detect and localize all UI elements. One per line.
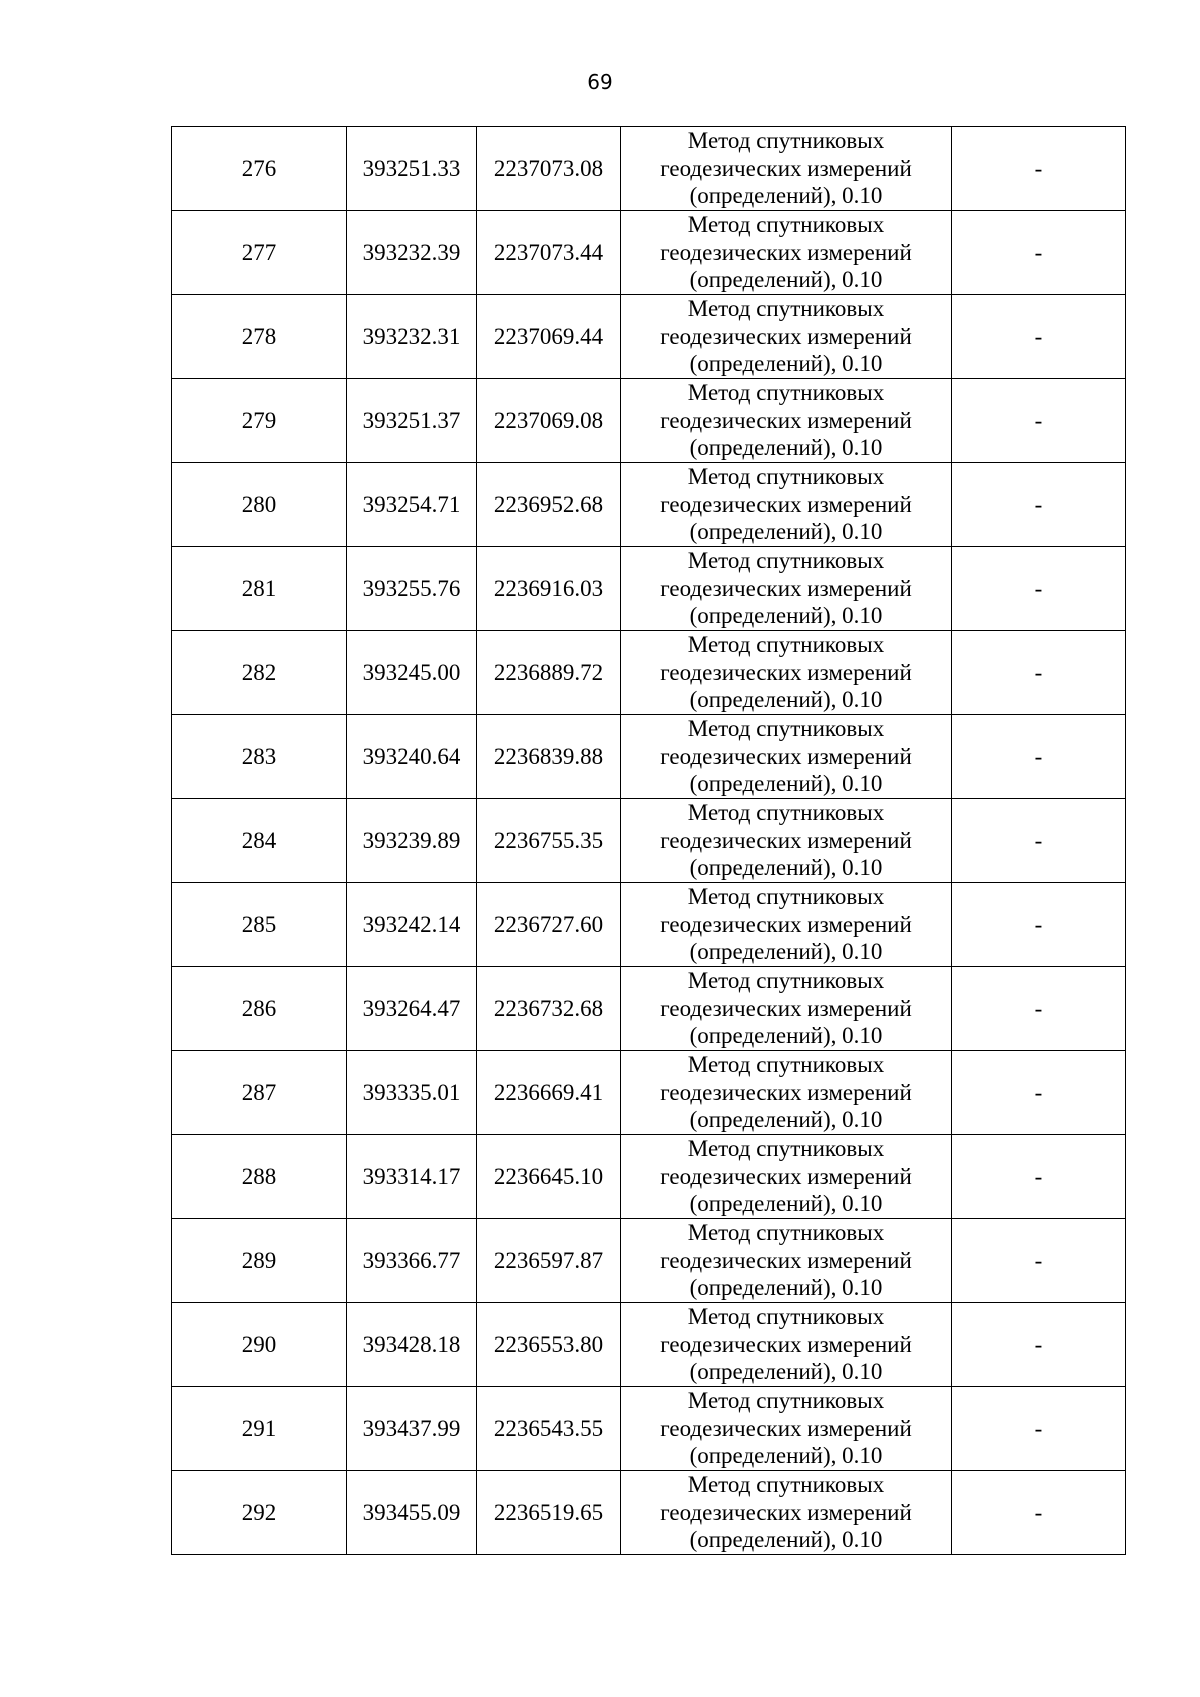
- method-text-line: Метод спутниковых: [687, 380, 885, 406]
- method-text-line: Метод спутниковых: [687, 716, 885, 742]
- table-row: [172, 715, 1126, 799]
- table-row: [172, 1471, 1126, 1555]
- method-text-line: геодезических измерений: [660, 1079, 912, 1105]
- method-text-line: геодезических измерений: [660, 827, 912, 853]
- y-coordinate-cell: 2236519.65: [477, 1471, 621, 1555]
- point-number-cell: 284: [172, 799, 347, 883]
- description-cell: -: [952, 967, 1126, 1051]
- x-coordinate-cell: 393242.14: [347, 883, 477, 967]
- method-text-line: Метод спутниковых: [687, 464, 885, 490]
- method-cell: [621, 967, 952, 1051]
- method-text-line: (определений), 0.10: [689, 687, 883, 713]
- y-coordinate-cell: 2236543.55: [477, 1387, 621, 1471]
- y-coordinate-cell: 2237073.44: [477, 211, 621, 295]
- method-text-line: (определений), 0.10: [689, 351, 883, 377]
- point-number-cell: 285: [172, 883, 347, 967]
- y-coordinate-cell: 2236553.80: [477, 1303, 621, 1387]
- method-text-line: Метод спутниковых: [687, 1472, 885, 1498]
- point-number-cell: 277: [172, 211, 347, 295]
- y-coordinate-cell: 2236597.87: [477, 1219, 621, 1303]
- method-text-line: (определений), 0.10: [689, 1191, 883, 1217]
- method-text-line: (определений), 0.10: [689, 183, 883, 209]
- description-cell: -: [952, 547, 1126, 631]
- table-row: [172, 1387, 1126, 1471]
- method-text-line: (определений), 0.10: [689, 603, 883, 629]
- description-cell: -: [952, 463, 1126, 547]
- method-text-line: (определений), 0.10: [689, 1275, 883, 1301]
- x-coordinate-cell: 393239.89: [347, 799, 477, 883]
- x-coordinate-cell: 393245.00: [347, 631, 477, 715]
- description-cell: -: [952, 1303, 1126, 1387]
- y-coordinate-cell: 2237073.08: [477, 127, 621, 211]
- x-coordinate-cell: 393240.64: [347, 715, 477, 799]
- point-number-cell: 290: [172, 1303, 347, 1387]
- table-body: [172, 127, 1126, 1555]
- method-text-line: Метод спутниковых: [687, 800, 885, 826]
- method-text-line: Метод спутниковых: [687, 884, 885, 910]
- description-cell: -: [952, 799, 1126, 883]
- description-cell: -: [952, 1135, 1126, 1219]
- point-number-cell: 286: [172, 967, 347, 1051]
- method-text-line: геодезических измерений: [660, 239, 912, 265]
- method-text-line: (определений), 0.10: [689, 1527, 883, 1553]
- y-coordinate-cell: 2237069.08: [477, 379, 621, 463]
- method-text-line: Метод спутниковых: [687, 212, 885, 238]
- table-row: [172, 631, 1126, 715]
- method-text-line: Метод спутниковых: [687, 548, 885, 574]
- method-text-line: (определений), 0.10: [689, 1443, 883, 1469]
- method-text-line: (определений), 0.10: [689, 435, 883, 461]
- table-row: [172, 379, 1126, 463]
- method-text-line: (определений), 0.10: [689, 1023, 883, 1049]
- table-row: [172, 547, 1126, 631]
- y-coordinate-cell: 2236732.68: [477, 967, 621, 1051]
- method-text-line: геодезических измерений: [660, 743, 912, 769]
- description-cell: -: [952, 1051, 1126, 1135]
- method-text-line: (определений), 0.10: [689, 267, 883, 293]
- description-cell: -: [952, 295, 1126, 379]
- method-text-line: геодезических измерений: [660, 995, 912, 1021]
- y-coordinate-cell: 2237069.44: [477, 295, 621, 379]
- point-number-cell: 282: [172, 631, 347, 715]
- x-coordinate-cell: 393455.09: [347, 1471, 477, 1555]
- method-cell: [621, 1303, 952, 1387]
- method-cell: [621, 211, 952, 295]
- method-cell: [621, 883, 952, 967]
- method-text-line: геодезических измерений: [660, 407, 912, 433]
- table-row: [172, 967, 1126, 1051]
- description-cell: -: [952, 1219, 1126, 1303]
- point-number-cell: 278: [172, 295, 347, 379]
- method-text-line: геодезических измерений: [660, 1247, 912, 1273]
- y-coordinate-cell: 2236727.60: [477, 883, 621, 967]
- description-cell: -: [952, 127, 1126, 211]
- x-coordinate-cell: 393335.01: [347, 1051, 477, 1135]
- x-coordinate-cell: 393437.99: [347, 1387, 477, 1471]
- description-cell: -: [952, 715, 1126, 799]
- description-cell: -: [952, 1387, 1126, 1471]
- method-text-line: (определений), 0.10: [689, 1359, 883, 1385]
- method-cell: [621, 1471, 952, 1555]
- point-number-cell: 289: [172, 1219, 347, 1303]
- y-coordinate-cell: 2236645.10: [477, 1135, 621, 1219]
- method-text-line: Метод спутниковых: [687, 128, 885, 154]
- method-cell: [621, 295, 952, 379]
- x-coordinate-cell: 393264.47: [347, 967, 477, 1051]
- method-text-line: геодезических измерений: [660, 155, 912, 181]
- page-number: 69: [587, 70, 613, 94]
- method-text-line: (определений), 0.10: [689, 771, 883, 797]
- table-row: [172, 211, 1126, 295]
- method-text-line: (определений), 0.10: [689, 1107, 883, 1133]
- method-text-line: геодезических измерений: [660, 1163, 912, 1189]
- method-text-line: (определений), 0.10: [689, 519, 883, 545]
- method-text-line: геодезических измерений: [660, 1499, 912, 1525]
- method-text-line: Метод спутниковых: [687, 632, 885, 658]
- method-text-line: геодезических измерений: [660, 659, 912, 685]
- method-cell: [621, 463, 952, 547]
- table-row: [172, 1303, 1126, 1387]
- x-coordinate-cell: 393255.76: [347, 547, 477, 631]
- table-row: [172, 127, 1126, 211]
- x-coordinate-cell: 393232.31: [347, 295, 477, 379]
- method-text-line: (определений), 0.10: [689, 855, 883, 881]
- method-cell: [621, 1387, 952, 1471]
- point-number-cell: 288: [172, 1135, 347, 1219]
- table-row: [172, 1219, 1126, 1303]
- method-text-line: Метод спутниковых: [687, 1304, 885, 1330]
- method-text-line: Метод спутниковых: [687, 296, 885, 322]
- x-coordinate-cell: 393314.17: [347, 1135, 477, 1219]
- method-text-line: Метод спутниковых: [687, 1220, 885, 1246]
- y-coordinate-cell: 2236839.88: [477, 715, 621, 799]
- y-coordinate-cell: 2236952.68: [477, 463, 621, 547]
- method-cell: [621, 799, 952, 883]
- coordinates-table: [171, 126, 1126, 1555]
- x-coordinate-cell: 393232.39: [347, 211, 477, 295]
- y-coordinate-cell: 2236669.41: [477, 1051, 621, 1135]
- method-text-line: геодезических измерений: [660, 491, 912, 517]
- y-coordinate-cell: 2236755.35: [477, 799, 621, 883]
- method-text-line: Метод спутниковых: [687, 1052, 885, 1078]
- method-cell: [621, 1051, 952, 1135]
- method-text-line: Метод спутниковых: [687, 968, 885, 994]
- point-number-cell: 281: [172, 547, 347, 631]
- x-coordinate-cell: 393251.33: [347, 127, 477, 211]
- x-coordinate-cell: 393251.37: [347, 379, 477, 463]
- method-text-line: геодезических измерений: [660, 1331, 912, 1357]
- point-number-cell: 291: [172, 1387, 347, 1471]
- method-text-line: геодезических измерений: [660, 323, 912, 349]
- x-coordinate-cell: 393428.18: [347, 1303, 477, 1387]
- point-number-cell: 287: [172, 1051, 347, 1135]
- method-text-line: (определений), 0.10: [689, 939, 883, 965]
- point-number-cell: 279: [172, 379, 347, 463]
- description-cell: -: [952, 211, 1126, 295]
- method-cell: [621, 631, 952, 715]
- table-row: [172, 1051, 1126, 1135]
- table-row: [172, 1135, 1126, 1219]
- method-text-line: геодезических измерений: [660, 911, 912, 937]
- description-cell: -: [952, 631, 1126, 715]
- method-text-line: Метод спутниковых: [687, 1388, 885, 1414]
- y-coordinate-cell: 2236916.03: [477, 547, 621, 631]
- method-cell: [621, 715, 952, 799]
- description-cell: -: [952, 379, 1126, 463]
- description-cell: -: [952, 1471, 1126, 1555]
- table-row: [172, 883, 1126, 967]
- x-coordinate-cell: 393254.71: [347, 463, 477, 547]
- point-number-cell: 276: [172, 127, 347, 211]
- method-text-line: Метод спутниковых: [687, 1136, 885, 1162]
- method-cell: [621, 1219, 952, 1303]
- method-cell: [621, 1135, 952, 1219]
- table-row: [172, 799, 1126, 883]
- y-coordinate-cell: 2236889.72: [477, 631, 621, 715]
- point-number-cell: 280: [172, 463, 347, 547]
- x-coordinate-cell: 393366.77: [347, 1219, 477, 1303]
- method-text-line: геодезических измерений: [660, 575, 912, 601]
- description-cell: -: [952, 883, 1126, 967]
- method-cell: [621, 127, 952, 211]
- point-number-cell: 292: [172, 1471, 347, 1555]
- method-cell: [621, 547, 952, 631]
- table-row: [172, 463, 1126, 547]
- method-cell: [621, 379, 952, 463]
- point-number-cell: 283: [172, 715, 347, 799]
- method-text-line: геодезических измерений: [660, 1415, 912, 1441]
- table-row: [172, 295, 1126, 379]
